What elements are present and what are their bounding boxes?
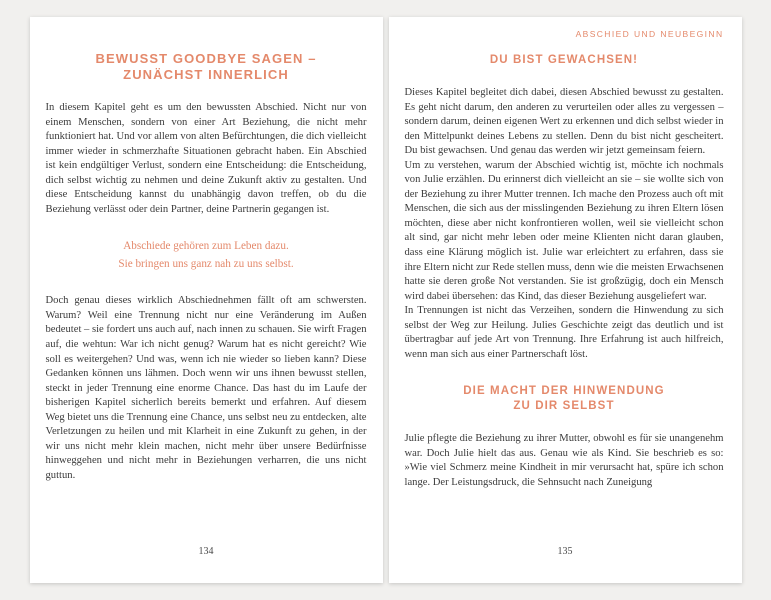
section-heading: DU BIST GEWACHSEN! <box>489 54 639 66</box>
chapter-heading <box>46 51 367 83</box>
section-heading <box>405 384 724 414</box>
body-paragraph: In Trennungen ist nicht das Verzeihen, sondern die Hinwendung zu sich selbst der Weg zur Heilung. Julies Geschichte zeigt das deutlich und ist übertragbar auf jede Art von Trennung. Ihre Erfahrung ist auch hilfreich, wenn man sich aus einer Partnerschaft löst. <box>404 305 724 360</box>
body-paragraph: Julie pflegte die Beziehung zu ihrer Mutter, obwohl es für sie unangenehm war. Doch Julie hielt das aus. Genau wie als Kind. Sie beschrieb es so: »Wie viel Schmerz meine Kindheit in mir verursacht hat, spüre ich schon lange. Der Leistungsdruck, die Sehnsucht nach Zuneigung <box>404 433 724 489</box>
page-number: 135 <box>557 546 573 557</box>
pull-quote-line2: Sie bringen uns ganz nah zu uns selbst. <box>118 257 294 270</box>
body-paragraph: Doch genau dieses wirklich Abschiednehmen fällt oft am schwersten. Warum? Weil eine Trennung nicht nur eine Veränderung im Außen bedeutet – sie fordert uns auch auf, nach innen zu schauen. Sie wirft Fragen auf, die wehtun: War ich nicht genug? Warum hat es nicht gereicht? Wie soll es weitergehen? Und was, wenn ich nie wieder so lieben kann? Diese Gedanken können uns lähmen. Doch wenn wir uns ihnen bewusst stellen, steckt in jeder Trennung eine enorme Chance. Das hast du im Laufe der bisherigen Kapitel sicherlich bereits bemerkt und erfahren. Auf diesem Weg bietet uns die Trennung eine Chance, uns selbst neu zu entdecken, alte Verletzungen zu heilen und mit Klarheit in eine Zukunft zu gehen, in der wir uns nicht mehr klein machen, nicht mehr über unsere Bedürfnisse hinweggehen und nicht mehr in Beziehungen verharren, die uns nicht guttun. <box>45 295 367 481</box>
right-page <box>389 17 742 583</box>
left-page <box>30 17 383 583</box>
chapter-heading-line1: BEWUSST GOODBYE SAGEN – <box>95 51 317 66</box>
body-paragraph: In diesem Kapitel geht es um den bewussten Abschied. Nicht nur von einem Menschen, sondern von einer Art Beziehung, die nicht mehr funktioniert hat. Und vor allem von alten Befürchtungen, die dich vielleicht immer wieder in schmerzhafte Situationen gebracht haben. Ein Abschied ist kein endgültiger Verlust, sondern eine Entscheidung: die Entscheidung, dich selbst wichtig zu nehmen und deine Zukunft aktiv zu gestalten. Und diese Entscheidung kannst du unabhängig davon treffen, ob du die Beziehung verlässt oder dein Partner, deine Partnerin gegangen ist. <box>45 102 367 215</box>
chapter-heading-line2: ZUNÄCHST INNERLICH <box>123 67 289 82</box>
body-paragraph: Um zu verstehen, warum der Abschied wichtig ist, möchte ich nochmals von Julie erzählen. Du erinnerst dich vielleicht an sie – sie wollte sich von der Beziehung zu ihrer Mutter trennen. Ich mache den Prozess auch oft mit Menschen, die sich aus der misslingenden Beziehung zu ihren Eltern lösen möchten, diese aber nicht konfrontieren wollen, weil sie vielleicht schon alt sind, gar nicht mehr leben oder meine Klienten nicht daran glauben, dass eine Klärung möglich ist. Julie war erleichtert zu erfahren, dass sie ihre Eltern nicht zur Rede stellen muss, denn wie die meisten Erwachsenen hatte sie deren große Not verstanden. Sie ist großzügig, doch ein Mensch wird dabei übersehen: das Kind, das dieser Beziehung ausgeliefert war. <box>404 159 724 302</box>
pull-quote <box>46 238 367 273</box>
section-heading-line1: DIE MACHT DER HINWENDUNG <box>463 385 665 398</box>
page-number: 134 <box>198 546 214 557</box>
running-header: ABSCHIED UND NEUBEGINN <box>575 29 724 39</box>
section-heading-line2: ZU DIR SELBST <box>513 400 615 413</box>
pull-quote-line1: Abschiede gehören zum Leben dazu. <box>123 240 289 253</box>
body-paragraph: Dieses Kapitel begleitet dich dabei, diesen Abschied bewusst zu gestalten. Es geht nicht darum, den anderen zu verurteilen oder alles zu vergessen – sondern darum, deinen eigenen Wert zu erkennen und dich selbst wieder in den Mittelpunkt deines Lebens zu stellen. Denn du bist nicht gescheitert. Du bist gewachsen. Und genau das werden wir jetzt gemeinsam feiern. <box>404 87 724 157</box>
